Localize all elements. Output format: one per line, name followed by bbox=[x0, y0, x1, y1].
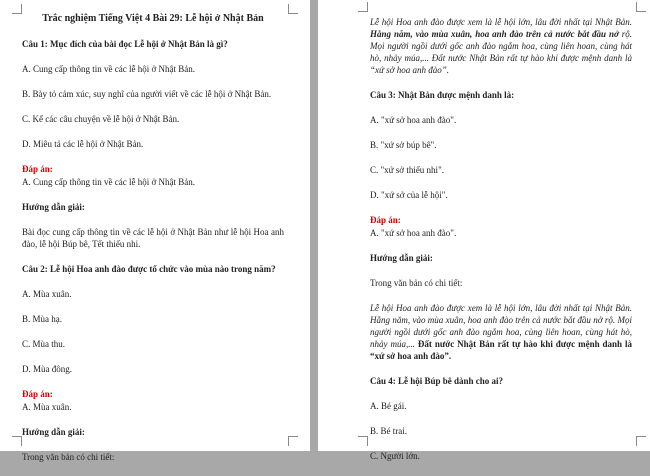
intro-sentence-1: Lễ hội Hoa anh đào được xem là lễ hội lớn, lâu đời nhất tại Nhật Bản. bbox=[370, 17, 632, 27]
guide-label: Hướng dẫn giải: bbox=[22, 202, 85, 212]
question-3: Câu 3: Nhật Bản được mệnh danh là: bbox=[370, 90, 515, 100]
option-b: B. "xứ sở búp bê". bbox=[370, 140, 437, 150]
crop-mark bbox=[288, 4, 298, 14]
crop-mark bbox=[12, 4, 22, 14]
answer-label: Đáp án: bbox=[22, 164, 53, 174]
question-4: Câu 4: Lễ hội Búp bê dành cho ai? bbox=[370, 376, 504, 386]
document-title: Trắc nghiệm Tiếng Việt 4 Bài 29: Lễ hội ở Nhật Bản bbox=[42, 13, 264, 24]
quote-bold: Đất nước Nhật Bản rất tự hào khi được mệnh danh là “xứ sở hoa anh đào”. bbox=[370, 339, 633, 361]
guide-text: Bài đọc cung cấp thông tin về các lễ hội ở Nhật Bản như lễ hội Hoa anh đào, lễ hội Búp bê, Tết thiếu nhi. bbox=[22, 227, 284, 249]
option-a: A. Mùa xuân. bbox=[22, 289, 72, 299]
crop-mark bbox=[636, 436, 646, 446]
crop-mark bbox=[12, 436, 22, 446]
option-b: B. Bé trai. bbox=[370, 426, 407, 436]
guide-label: Hướng dẫn giải: bbox=[370, 253, 433, 263]
guide-label: Hướng dẫn giải: bbox=[22, 427, 85, 437]
intro-paragraph bbox=[370, 16, 632, 76]
crop-mark bbox=[288, 436, 298, 446]
question-1: Câu 1: Mục đích của bài đọc Lễ hội ở Nhật Bản là gì? bbox=[22, 39, 228, 49]
option-a: A. "xứ sở hoa anh đào". bbox=[370, 115, 457, 125]
crop-mark bbox=[636, 2, 646, 12]
page-content bbox=[22, 13, 284, 476]
answer-text: A. Mùa xuân. bbox=[22, 402, 72, 412]
intro-sentence-2: Hằng năm, vào mùa xuân, hoa anh đào trên cả nước bắt đầu nở bbox=[370, 29, 619, 39]
option-d: D. "xứ sở của lễ hội". bbox=[370, 190, 448, 200]
crop-mark bbox=[358, 2, 368, 12]
page-content bbox=[370, 16, 632, 475]
option-b: B. Bày tỏ cảm xúc, suy nghĩ của người viết về các lễ hội ở Nhật Bản. bbox=[22, 89, 272, 99]
quote-italic: Lễ hội Hoa anh đào được xem là lễ hội lớn, lâu đời nhất tại Nhật Bản. Hằng năm, vào mùa xuân, hoa anh đào trên cả nước bắt đầu nở rộ. Mọi người ngồi dưới gốc anh đào ngắm hoa, cùng liên hoan, cùng hát hò, nhảy múa,... bbox=[370, 303, 632, 349]
option-c: C. Người lớn. bbox=[370, 451, 420, 461]
answer-text: A. Cung cấp thông tin về các lễ hội ở Nhật Bản. bbox=[22, 177, 195, 187]
option-d: D. Miêu tả các lễ hội ở Nhật Bản. bbox=[22, 139, 144, 149]
option-a: A. Cung cấp thông tin về các lễ hội ở Nhật Bản. bbox=[22, 64, 195, 74]
option-c: C. Kể các câu chuyện về lễ hội ở Nhật Bản. bbox=[22, 114, 180, 124]
option-c: C. "xứ sở thiếu nhi". bbox=[370, 165, 444, 175]
option-c: C. Mùa thu. bbox=[22, 339, 66, 349]
option-a: A. Bé gái. bbox=[370, 401, 407, 411]
answer-label: Đáp án: bbox=[370, 215, 401, 225]
guide-text: Trong văn bản có chi tiết: bbox=[370, 278, 463, 288]
document-page-left bbox=[0, 0, 310, 462]
document-page-right bbox=[318, 0, 650, 461]
option-d: D. Mùa đông. bbox=[22, 364, 72, 374]
answer-text: A. "xứ sở hoa anh đào". bbox=[370, 228, 457, 238]
option-b: B. Mùa hạ. bbox=[22, 314, 62, 324]
crop-mark bbox=[358, 436, 368, 446]
intro-sentence-3: rộ. Mọi người ngồi dưới gốc anh đào ngắm hoa, cùng liên hoan, cùng hát hò, nhảy múa,... Đất nước Nhật Bản rất tự hào khi được mệnh danh là “xứ sở hoa anh đào”. bbox=[370, 29, 632, 75]
question-2: Câu 2: Lễ hội Hoa anh đào được tổ chức vào mùa nào trong năm? bbox=[22, 264, 276, 274]
guide-text: Trong văn bản có chi tiết: bbox=[22, 452, 115, 462]
answer-label: Đáp án: bbox=[22, 389, 53, 399]
quote-paragraph bbox=[370, 302, 632, 362]
